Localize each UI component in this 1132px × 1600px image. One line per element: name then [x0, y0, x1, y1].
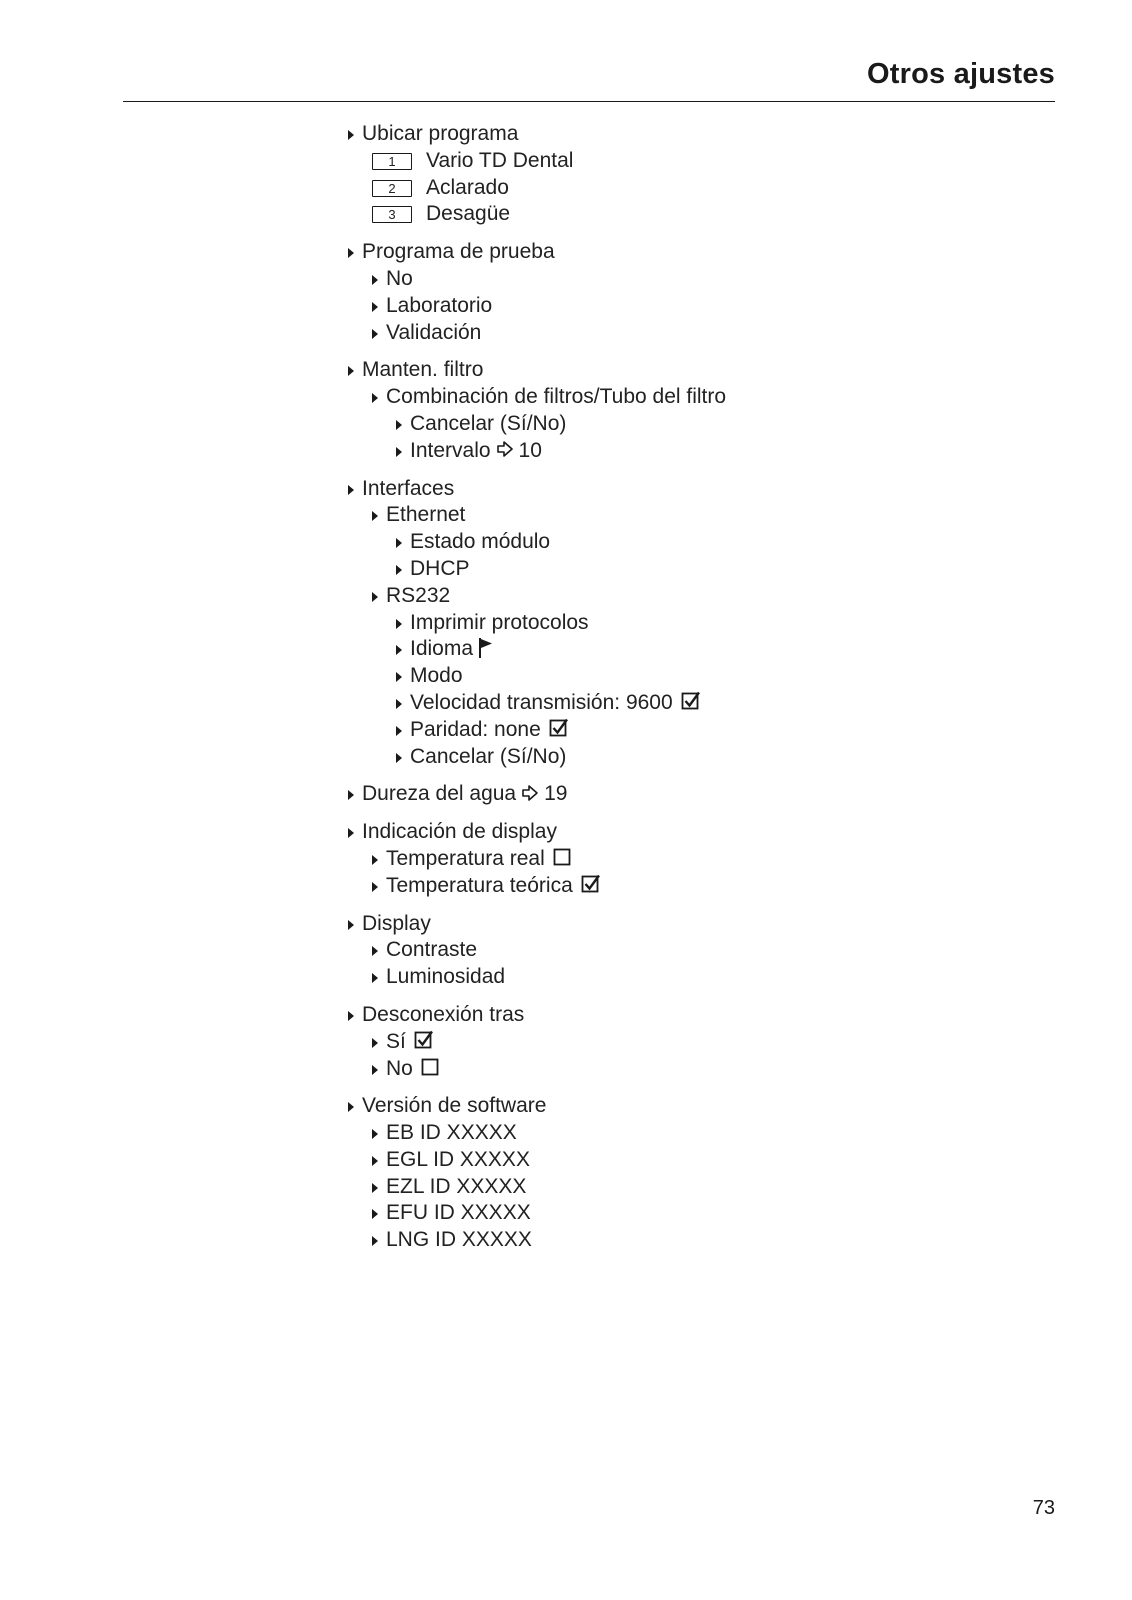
menu-item — [348, 636, 1048, 663]
menu-item-label: Manten. filtro — [362, 358, 484, 382]
triangle-right-icon — [396, 726, 402, 736]
triangle-right-icon — [396, 565, 402, 575]
menu-item-label: Modo — [410, 664, 463, 688]
checkbox-checked-icon — [549, 718, 569, 738]
triangle-right-icon — [348, 790, 354, 800]
page-number: 73 — [1032, 1497, 1055, 1519]
menu-item — [348, 1174, 1048, 1201]
menu-item — [348, 911, 1048, 938]
menu-item — [348, 781, 1048, 808]
menu-item — [348, 583, 1048, 610]
menu-item-label: RS232 — [386, 583, 451, 607]
triangle-right-icon — [372, 1209, 378, 1219]
menu-item — [348, 663, 1048, 690]
menu-item — [348, 502, 1048, 529]
triangle-right-icon — [372, 1129, 378, 1139]
triangle-right-icon — [348, 130, 354, 140]
triangle-right-icon — [348, 920, 354, 930]
triangle-right-icon — [372, 882, 378, 892]
triangle-right-icon — [396, 672, 402, 682]
menu-item — [348, 384, 1048, 411]
triangle-right-icon — [348, 485, 354, 495]
menu-item — [348, 873, 1048, 900]
triangle-right-icon — [372, 1038, 378, 1048]
menu-item — [348, 175, 1048, 202]
menu-item — [348, 357, 1048, 384]
checkbox-checked-icon — [414, 1030, 434, 1050]
menu-item-label: Cancelar (Sí/No) — [410, 411, 567, 435]
menu-item — [348, 556, 1048, 583]
menu-item — [348, 1147, 1048, 1174]
menu-item-label: Validación — [386, 320, 482, 344]
triangle-right-icon — [348, 366, 354, 376]
menu-item-label: Display — [362, 911, 431, 935]
menu-item-value: 19 — [544, 782, 568, 806]
triangle-right-icon — [396, 753, 402, 763]
menu-item-label: Velocidad transmisión: 9600 — [410, 690, 673, 714]
menu-item-label: EZL ID XXXXX — [386, 1174, 527, 1198]
triangle-right-icon — [396, 538, 402, 548]
menu-item-label: No — [386, 1056, 413, 1080]
menu-item-label: Idioma — [410, 637, 474, 661]
header-divider — [123, 101, 1055, 102]
menu-item — [348, 690, 1048, 717]
hollow-arrow-icon — [521, 784, 539, 802]
menu-item — [348, 121, 1048, 148]
triangle-right-icon — [372, 973, 378, 983]
menu-item-label: Desagüe — [426, 202, 511, 226]
menu-item — [348, 529, 1048, 556]
menu-item — [348, 964, 1048, 991]
menu-item — [348, 239, 1048, 266]
menu-item-value: 10 — [518, 438, 542, 462]
program-key-icon: 3 — [372, 206, 412, 223]
triangle-right-icon — [348, 248, 354, 258]
menu-item-label: Interfaces — [362, 476, 455, 500]
menu-item — [348, 1002, 1048, 1029]
triangle-right-icon — [372, 1065, 378, 1075]
menu-item — [348, 411, 1048, 438]
menu-item-label: Programa de prueba — [362, 240, 555, 264]
menu-item — [348, 293, 1048, 320]
menu-item-label: Paridad: none — [410, 717, 541, 741]
menu-item-label: No — [386, 266, 413, 290]
menu-item-label: Luminosidad — [386, 965, 506, 989]
menu-item — [348, 937, 1048, 964]
menu-item-label: Temperatura teórica — [386, 873, 573, 897]
menu-item-label: Contraste — [386, 938, 478, 962]
menu-item-label: Temperatura real — [386, 846, 545, 870]
menu-item-label: Ubicar programa — [362, 122, 519, 145]
menu-item — [348, 744, 1048, 771]
checkbox-unchecked-icon — [421, 1057, 441, 1077]
menu-item — [348, 266, 1048, 293]
triangle-right-icon — [372, 1236, 378, 1246]
triangle-right-icon — [396, 645, 402, 655]
triangle-right-icon — [348, 828, 354, 838]
triangle-right-icon — [348, 1102, 354, 1112]
menu-item — [348, 320, 1048, 347]
menu-item-label: LNG ID XXXXX — [386, 1228, 532, 1252]
triangle-right-icon — [396, 699, 402, 709]
triangle-right-icon — [348, 1011, 354, 1021]
menu-item-label: Aclarado — [426, 175, 509, 199]
menu-item-label: Estado módulo — [410, 530, 551, 554]
menu-item — [348, 1120, 1048, 1147]
menu-item — [348, 476, 1048, 503]
triangle-right-icon — [372, 275, 378, 285]
menu-item — [348, 1093, 1048, 1120]
menu-item-label: Dureza del agua — [362, 782, 517, 806]
menu-item-label: Combinación de filtros/Tubo del filtro — [386, 385, 727, 409]
triangle-right-icon — [372, 1183, 378, 1193]
triangle-right-icon — [372, 329, 378, 339]
triangle-right-icon — [372, 393, 378, 403]
triangle-right-icon — [372, 592, 378, 602]
hollow-arrow-icon — [496, 440, 514, 458]
menu-item-label: Cancelar (Sí/No) — [410, 744, 567, 768]
menu-item-label: Versión de software — [362, 1094, 547, 1118]
menu-item-label: Vario TD Dental — [426, 148, 574, 172]
page-title: Otros ajustes — [867, 58, 1055, 90]
triangle-right-icon — [372, 511, 378, 521]
triangle-right-icon — [372, 855, 378, 865]
menu-item — [348, 1227, 1048, 1254]
menu-item — [348, 819, 1048, 846]
menu-item — [348, 148, 1048, 175]
menu-item-label: Desconexión tras — [362, 1002, 525, 1026]
triangle-right-icon — [396, 619, 402, 629]
menu-item-label: EB ID XXXXX — [386, 1121, 517, 1145]
flag-icon — [478, 637, 494, 659]
program-key-icon: 2 — [372, 180, 412, 197]
menu-item-label: Laboratorio — [386, 293, 493, 317]
menu-item — [348, 846, 1048, 873]
triangle-right-icon — [372, 946, 378, 956]
program-key-icon: 1 — [372, 153, 412, 170]
triangle-right-icon — [396, 420, 402, 430]
checkbox-checked-icon — [581, 874, 601, 894]
menu-item — [348, 1200, 1048, 1227]
menu-item-label: Indicación de display — [362, 820, 557, 844]
menu-item — [348, 717, 1048, 744]
menu-item — [348, 1056, 1048, 1083]
menu-item-label: Imprimir protocolos — [410, 610, 589, 634]
settings-menu-tree — [348, 121, 1048, 1254]
menu-item — [348, 1029, 1048, 1056]
menu-item-label: Sí — [386, 1029, 406, 1053]
checkbox-checked-icon — [681, 691, 701, 711]
menu-item — [348, 610, 1048, 637]
menu-item-label: EGL ID XXXXX — [386, 1147, 530, 1171]
menu-item — [348, 201, 1048, 228]
menu-item — [348, 438, 1048, 465]
menu-item-label: Ethernet — [386, 503, 466, 527]
menu-item-label: Intervalo — [410, 438, 491, 462]
triangle-right-icon — [372, 302, 378, 312]
triangle-right-icon — [396, 447, 402, 457]
triangle-right-icon — [372, 1156, 378, 1166]
menu-item-label: DHCP — [410, 556, 470, 580]
menu-item-label: EFU ID XXXXX — [386, 1201, 531, 1225]
checkbox-unchecked-icon — [553, 847, 573, 867]
